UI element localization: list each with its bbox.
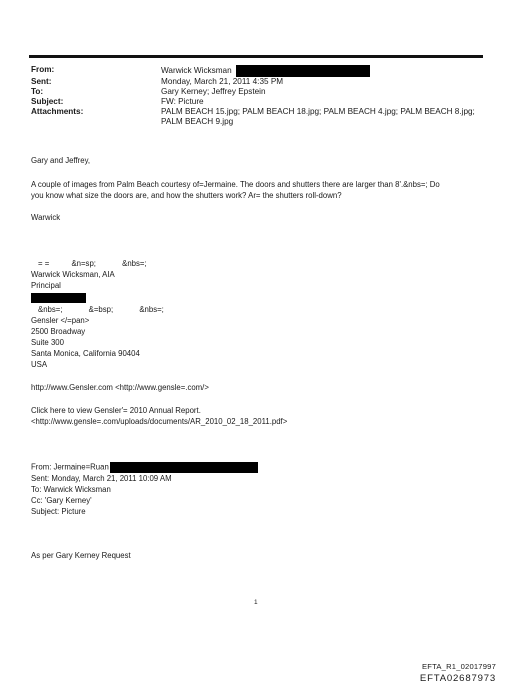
signature-address-1: 2500 Broadway bbox=[31, 327, 86, 336]
subject-label: Subject: bbox=[31, 97, 64, 106]
forwarded-cc: Cc: 'Gary Kerney' bbox=[31, 496, 92, 505]
subject-value: FW: Picture bbox=[161, 97, 204, 106]
header-row-attachments bbox=[31, 107, 486, 127]
signature-name: Warwick Wicksman, AIA bbox=[31, 270, 115, 279]
signature-country: USA bbox=[31, 360, 48, 369]
website-link[interactable]: http://www.Gensler.com <http://www.gensle=.com/> bbox=[31, 383, 209, 392]
header-row-subject bbox=[31, 97, 486, 107]
from-label: From: bbox=[31, 65, 55, 74]
signature-address-2: Suite 300 bbox=[31, 338, 64, 347]
signature-city: Santa Monica, California 90404 bbox=[31, 349, 140, 358]
from-value: Warwick Wicksman bbox=[161, 66, 232, 76]
annual-report-link[interactable]: <http://www.gensle=.com/uploads/documents/AR_2010_02_18_2011.pdf> bbox=[31, 417, 288, 426]
attachments-line-2: PALM BEACH 9.jpg bbox=[161, 117, 234, 126]
attachments-label: Attachments: bbox=[31, 107, 84, 116]
greeting: Gary and Jeffrey, bbox=[31, 156, 91, 165]
bates-number-2: EFTA02687973 bbox=[419, 673, 496, 684]
annual-report-line-1: Click here to view Gensler'= 2010 Annual Report. bbox=[31, 406, 201, 415]
redaction-bar bbox=[236, 65, 370, 77]
header-row-from bbox=[31, 65, 486, 77]
forwarded-body: As per Gary Kerney Request bbox=[31, 551, 131, 560]
signature-title: Principal bbox=[31, 281, 61, 290]
page-number: 1 bbox=[254, 599, 258, 606]
to-label: To: bbox=[31, 87, 44, 96]
signature-entities-line-2: &nbs=; &=bsp; &nbs=; bbox=[38, 305, 164, 314]
sent-label: Sent: bbox=[31, 77, 52, 86]
forwarded-to: To: Warwick Wicksman bbox=[31, 485, 111, 494]
header-row-to bbox=[31, 87, 486, 97]
to-value: Gary Kerney; Jeffrey Epstein bbox=[161, 87, 266, 96]
signoff: Warwick bbox=[31, 213, 61, 222]
header-row-sent bbox=[31, 77, 486, 87]
forwarded-subject: Subject: Picture bbox=[31, 507, 86, 516]
bates-number-1: EFTA_R1_02017997 bbox=[422, 662, 496, 671]
sent-value: Monday, March 21, 2011 4:35 PM bbox=[161, 77, 284, 86]
attachments-line-1: PALM BEACH 15.jpg; PALM BEACH 18.jpg; PALM BEACH 4.jpg; PALM BEACH 8.jpg; bbox=[161, 107, 475, 116]
email-header bbox=[31, 65, 486, 127]
header-rule bbox=[29, 55, 483, 58]
body-paragraph-line-1: A couple of images from Palm Beach courtesy of=Jermaine. The doors and shutters there are larger than 8'.&nbs=; Do bbox=[31, 180, 440, 189]
signature-company: Gensler </=pan> bbox=[31, 316, 90, 325]
body-paragraph-line-2: you know what size the doors are, and how the shutters work? Ar= the shutters roll-down? bbox=[31, 191, 342, 200]
forwarded-sent: Sent: Monday, March 21, 2011 10:09 AM bbox=[31, 474, 172, 483]
signature-entities-line-1: = = &n=sp; &nbs=; bbox=[38, 259, 147, 268]
redaction-bar bbox=[110, 462, 258, 473]
redaction-bar bbox=[31, 293, 86, 303]
forwarded-from: From: Jermaine=Ruan bbox=[31, 462, 258, 473]
